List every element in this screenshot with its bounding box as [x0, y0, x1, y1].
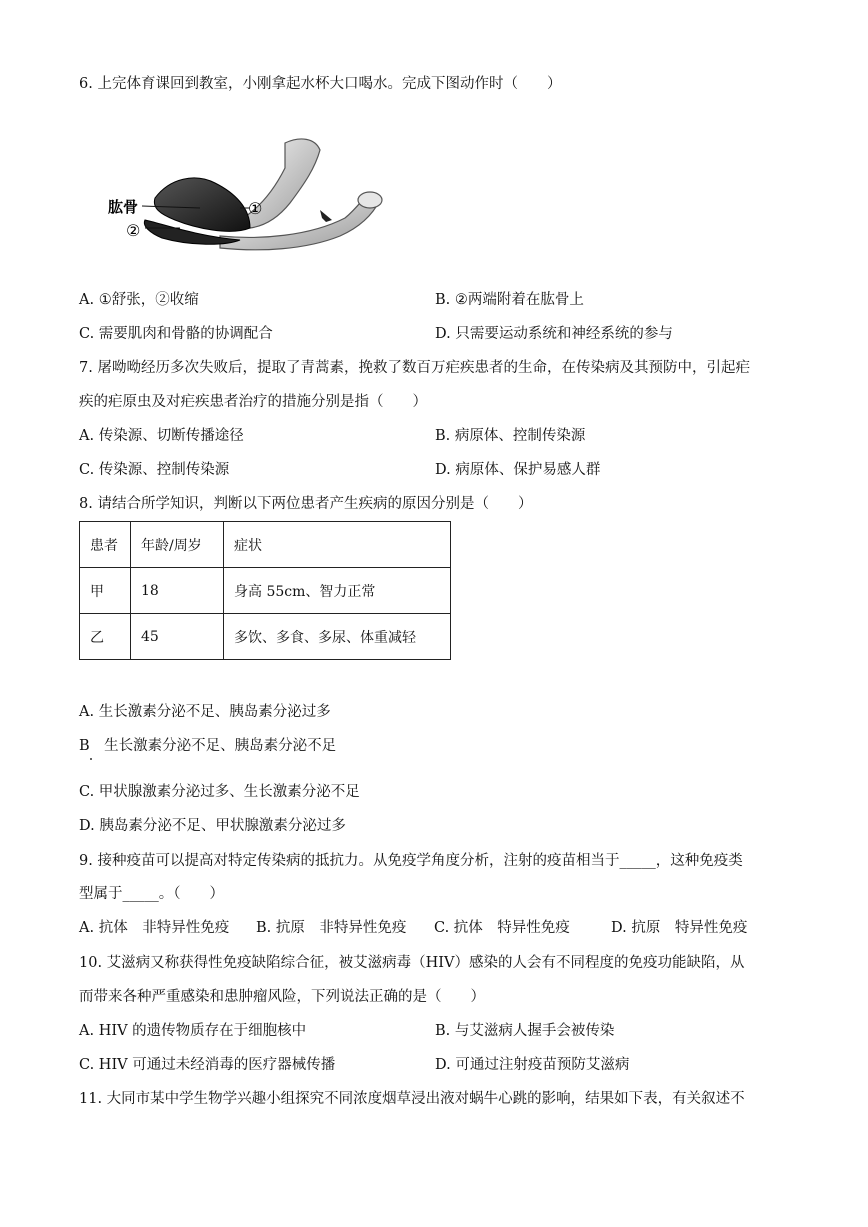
q10-option-a: A. HIV 的遗传物质存在于细胞核中 — [79, 1023, 307, 1039]
q7-option-d: D. 病原体、保护易感人群 — [435, 462, 601, 478]
q7-option-a: A. 传染源、切断传播途径 — [79, 428, 244, 444]
table-header-cell: 年龄/周岁 — [131, 522, 224, 568]
table-cell: 乙 — [80, 614, 131, 660]
q7-option-b: B. 病原体、控制传染源 — [435, 428, 586, 444]
q10-option-c: C. HIV 可通过未经消毒的医疗器械传播 — [79, 1057, 336, 1073]
table-header-row — [80, 522, 451, 568]
q10-stem-line-1: 10. 艾滋病又称获得性免疫缺陷综合征，被艾滋病毒（HIV）感染的人会有不同程度的免疫功能缺陷，从 — [79, 955, 745, 971]
q9-stem-line-1: 9. 接种疫苗可以提高对特定传染病的抵抗力。从免疫学角度分析，注射的疫苗相当于_____，这种免疫类 — [79, 853, 743, 869]
q10-option-d: D. 可通过注射疫苗预防艾滋病 — [435, 1057, 630, 1073]
q6-option-c: C. 需要肌肉和骨骼的协调配合 — [79, 326, 273, 342]
label-humerus: 肱骨 — [108, 198, 139, 216]
q8-option-d: D. 胰岛素分泌不足、甲状腺激素分泌过多 — [79, 818, 346, 834]
patient-symptom-table — [79, 521, 451, 660]
table-header-cell: 症状 — [224, 522, 451, 568]
q7-option-c: C. 传染源、控制传染源 — [79, 462, 230, 478]
q9-stem-line-2: 型属于_____。（ ） — [79, 886, 224, 902]
q8-option-a: A. 生长激素分泌不足、胰岛素分泌过多 — [79, 704, 331, 720]
q6-option-d: D. 只需要运动系统和神经系统的参与 — [435, 326, 673, 342]
table-cell: 甲 — [80, 568, 131, 614]
stray-dot — [90, 758, 92, 760]
movement-arrow-icon — [320, 210, 332, 222]
q7-stem-line-2: 疾的疟原虫及对疟疾患者治疗的措施分别是指（ ） — [79, 394, 427, 410]
table-row — [80, 614, 451, 660]
q7-stem-line-1: 7. 屠呦呦经历多次失败后，提取了青蒿素，挽救了数百万疟疾患者的生命，在传染病及其预防中，引起疟 — [79, 360, 750, 376]
q11-stem-line-1: 11. 大同市某中学生物学兴趣小组探究不同浓度烟草浸出液对蜗牛心跳的影响，结果如下表，有关叙述不 — [79, 1091, 745, 1107]
table-cell: 45 — [131, 614, 224, 660]
q6-option-b: B. ②两端附着在肱骨上 — [435, 292, 584, 308]
table-cell: 18 — [131, 568, 224, 614]
arm-muscle-figure — [100, 128, 400, 253]
label-muscle-2: ② — [126, 221, 141, 240]
q10-stem-line-2: 而带来各种严重感染和患肿瘤风险，下列说法正确的是（ ） — [79, 989, 485, 1005]
q8-option-b: B 生长激素分泌不足、胰岛素分泌不足 — [79, 738, 337, 754]
q10-option-b: B. 与艾滋病人握手会被传染 — [435, 1023, 615, 1039]
table-cell: 多饮、多食、多尿、体重减轻 — [224, 614, 451, 660]
q9-option-d: D. 抗原 特异性免疫 — [611, 920, 748, 936]
q6-option-a: A. ①舒张，②收缩 — [79, 292, 199, 308]
wrist-end — [358, 192, 382, 208]
label-muscle-1: ① — [248, 199, 263, 218]
table-cell: 身高 55cm、智力正常 — [224, 568, 451, 614]
q8-option-c: C. 甲状腺激素分泌过多、生长激素分泌不足 — [79, 784, 360, 800]
table-header-cell: 患者 — [80, 522, 131, 568]
q8-stem: 8. 请结合所学知识，判断以下两位患者产生疾病的原因分别是（ ） — [79, 496, 533, 512]
q9-option-a: A. 抗体 非特异性免疫 — [79, 920, 230, 936]
q6-stem: 6. 上完体育课回到教室，小刚拿起水杯大口喝水。完成下图动作时（ ） — [79, 76, 562, 92]
q9-option-c: C. 抗体 特异性免疫 — [434, 920, 570, 936]
biceps-muscle — [154, 178, 250, 231]
table-row — [80, 568, 451, 614]
q9-option-b: B. 抗原 非特异性免疫 — [256, 920, 407, 936]
